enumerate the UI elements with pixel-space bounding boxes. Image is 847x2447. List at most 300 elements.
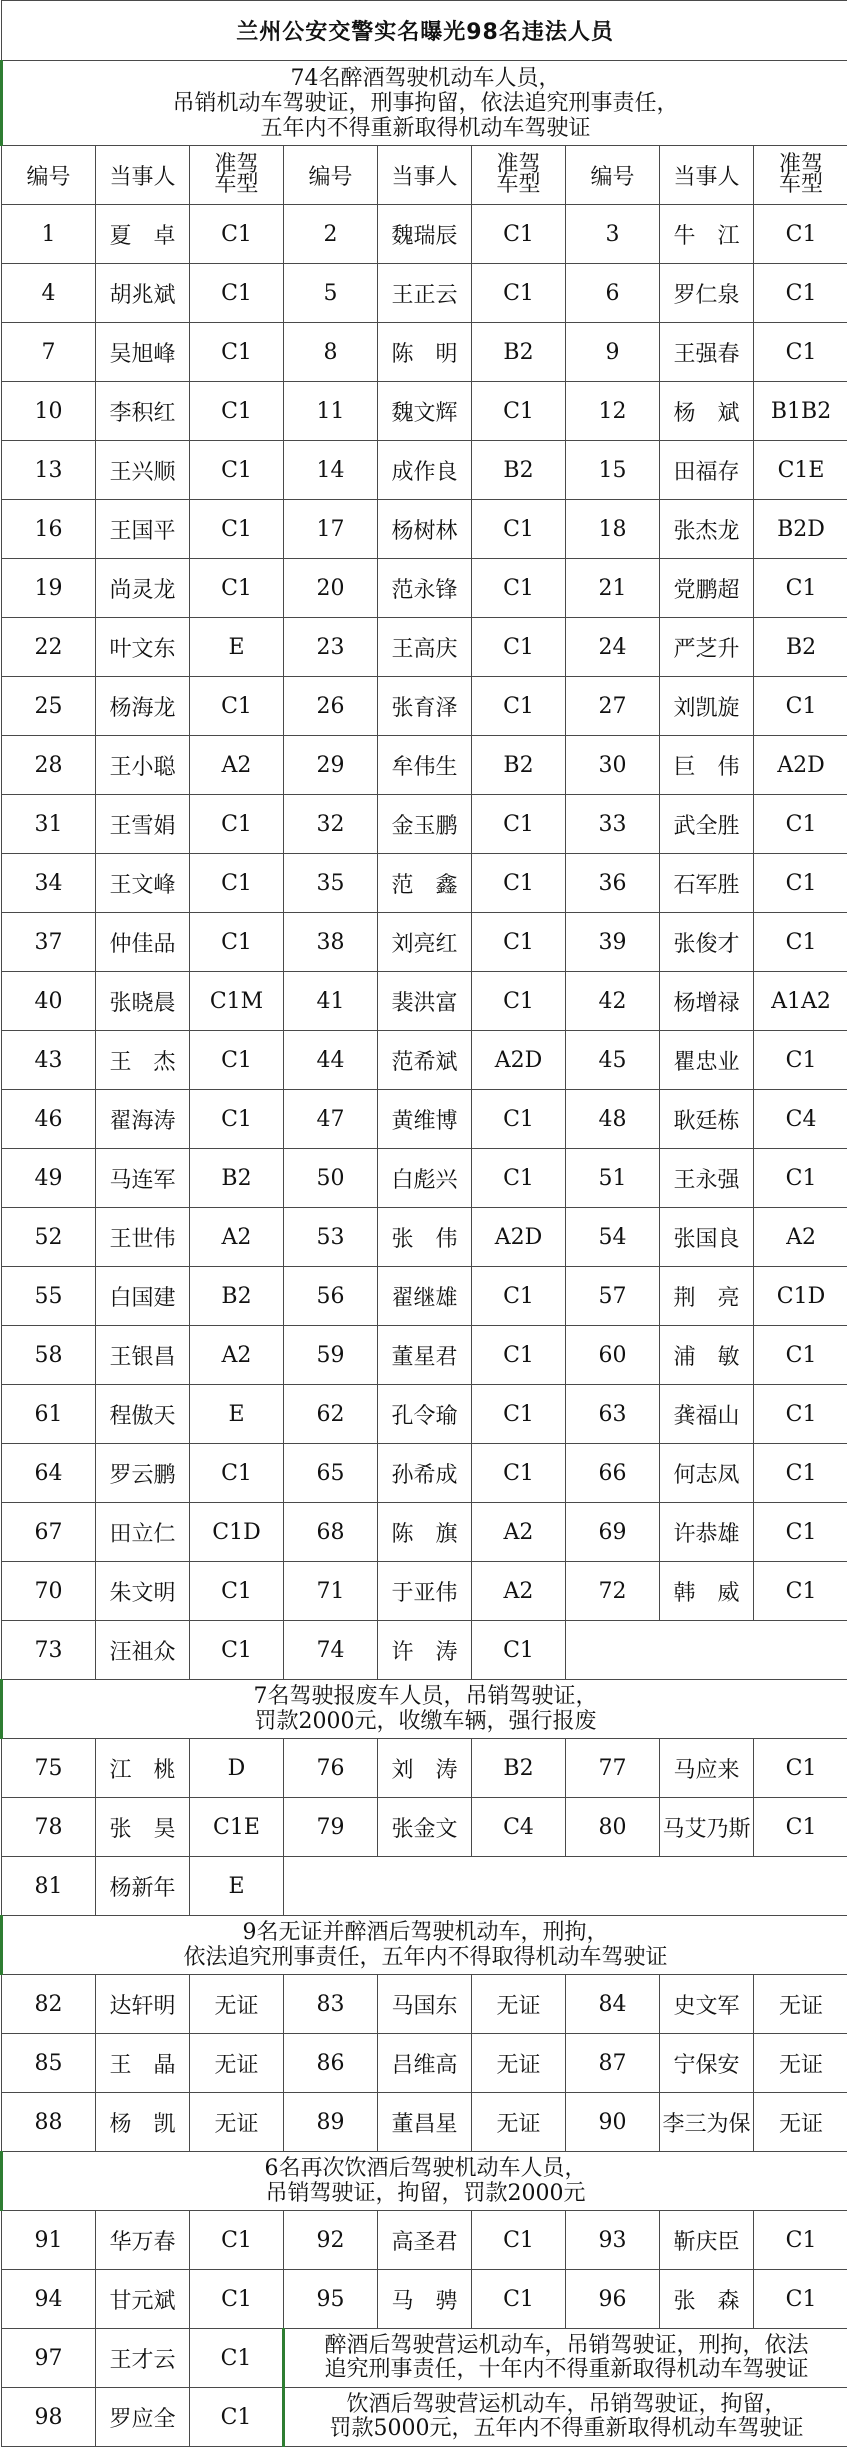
person-name: 杨海龙 xyxy=(96,677,190,736)
license-class: C1 xyxy=(190,1090,284,1149)
header-id: 编号 xyxy=(284,146,378,205)
record-id: 27 xyxy=(566,677,660,736)
license-class: 无证 xyxy=(472,1975,566,2034)
record-id: 12 xyxy=(566,382,660,441)
person-name: 金玉鹏 xyxy=(378,795,472,854)
person-name: 张 伟 xyxy=(378,1208,472,1267)
person-name: 田福存 xyxy=(660,441,754,500)
record-id: 63 xyxy=(566,1385,660,1444)
license-class: C1 xyxy=(754,1149,847,1208)
person-name: 程傲天 xyxy=(96,1385,190,1444)
record-id: 18 xyxy=(566,500,660,559)
table-row xyxy=(2,2093,847,2152)
table-row xyxy=(2,1857,847,1916)
license-class: C1 xyxy=(472,677,566,736)
record-id: 8 xyxy=(284,323,378,382)
person-name: 陈 旗 xyxy=(378,1503,472,1562)
record-id: 95 xyxy=(284,2270,378,2329)
person-name: 罗云鹏 xyxy=(96,1444,190,1503)
record-id: 70 xyxy=(2,1562,96,1621)
table-row xyxy=(2,2270,847,2329)
license-class: A2 xyxy=(472,1503,566,1562)
record-id: 20 xyxy=(284,559,378,618)
person-name: 韩 威 xyxy=(660,1562,754,1621)
license-class: B2 xyxy=(754,618,847,677)
license-class: C1 xyxy=(190,1031,284,1090)
license-class: 无证 xyxy=(190,2034,284,2093)
record-id: 34 xyxy=(2,854,96,913)
license-class: C4 xyxy=(472,1798,566,1857)
person-name: 杨树林 xyxy=(378,500,472,559)
record-id: 39 xyxy=(566,913,660,972)
table-row xyxy=(2,1621,847,1680)
person-name: 仲佳品 xyxy=(96,913,190,972)
license-class: C1 xyxy=(754,1385,847,1444)
person-name: 成作良 xyxy=(378,441,472,500)
table-row xyxy=(2,854,847,913)
person-name: 范永锋 xyxy=(378,559,472,618)
license-class: B2 xyxy=(472,736,566,795)
table-row xyxy=(2,618,847,677)
person-name: 王银昌 xyxy=(96,1326,190,1385)
license-class: C1 xyxy=(472,618,566,677)
license-class: C1 xyxy=(754,677,847,736)
license-class: C1 xyxy=(190,441,284,500)
table-row xyxy=(2,1739,847,1798)
record-id: 47 xyxy=(284,1090,378,1149)
record-id: 14 xyxy=(284,441,378,500)
record-id: 76 xyxy=(284,1739,378,1798)
record-id: 97 xyxy=(2,2329,96,2388)
record-id: 62 xyxy=(284,1385,378,1444)
text-line: 饮酒后驾驶营运机动车，吊销驾驶证，拘留， xyxy=(285,2393,847,2417)
license-class: C1 xyxy=(754,1326,847,1385)
record-id: 53 xyxy=(284,1208,378,1267)
license-class: C1 xyxy=(190,264,284,323)
person-name: 田立仁 xyxy=(96,1503,190,1562)
record-id: 4 xyxy=(2,264,96,323)
record-id: 11 xyxy=(284,382,378,441)
person-name: 石军胜 xyxy=(660,854,754,913)
header-license xyxy=(754,146,847,205)
record-id: 54 xyxy=(566,1208,660,1267)
record-id: 2 xyxy=(284,205,378,264)
license-class: C1 xyxy=(190,2388,284,2447)
license-class: C1 xyxy=(754,795,847,854)
person-name: 许 涛 xyxy=(378,1621,472,1680)
person-name: 宁保安 xyxy=(660,2034,754,2093)
record-id: 38 xyxy=(284,913,378,972)
record-id: 78 xyxy=(2,1798,96,1857)
person-name: 吴旭峰 xyxy=(96,323,190,382)
person-name: 刘 涛 xyxy=(378,1739,472,1798)
empty-cell xyxy=(284,1857,847,1916)
license-class: C4 xyxy=(754,1090,847,1149)
text-line: 追究刑事责任，十年内不得重新取得机动车驾驶证 xyxy=(285,2358,847,2382)
record-id: 45 xyxy=(566,1031,660,1090)
record-id: 9 xyxy=(566,323,660,382)
table-row xyxy=(2,1090,847,1149)
person-name: 李三为保 xyxy=(660,2093,754,2152)
license-class: B2D xyxy=(754,500,847,559)
license-class: C1 xyxy=(190,2270,284,2329)
license-class: C1 xyxy=(190,559,284,618)
license-class: C1 xyxy=(754,559,847,618)
person-name: 孙希成 xyxy=(378,1444,472,1503)
person-name: 罗应全 xyxy=(96,2388,190,2447)
table-row xyxy=(2,2034,847,2093)
section-caption xyxy=(2,61,847,146)
license-class: C1 xyxy=(472,1444,566,1503)
person-name: 华万春 xyxy=(96,2211,190,2270)
record-id: 5 xyxy=(284,264,378,323)
person-name: 马艾乃斯 xyxy=(660,1798,754,1857)
record-id: 31 xyxy=(2,795,96,854)
person-name: 于亚伟 xyxy=(378,1562,472,1621)
record-id: 49 xyxy=(2,1149,96,1208)
record-id: 10 xyxy=(2,382,96,441)
text-line: 吊销机动车驾驶证，刑事拘留，依法追究刑事责任， xyxy=(3,91,847,116)
person-name: 王才云 xyxy=(96,2329,190,2388)
license-class: C1 xyxy=(190,1444,284,1503)
record-id: 37 xyxy=(2,913,96,972)
person-name: 荆 亮 xyxy=(660,1267,754,1326)
license-class: C1 xyxy=(754,1031,847,1090)
section-header-row xyxy=(2,2152,847,2211)
license-class: C1 xyxy=(190,1621,284,1680)
license-class: B2 xyxy=(472,1739,566,1798)
license-class: 无证 xyxy=(190,1975,284,2034)
record-id: 74 xyxy=(284,1621,378,1680)
person-name: 王雪娟 xyxy=(96,795,190,854)
text-line: 车型 xyxy=(754,175,847,195)
table-row xyxy=(2,205,847,264)
record-id: 19 xyxy=(2,559,96,618)
table-row xyxy=(2,441,847,500)
license-class: C1 xyxy=(190,913,284,972)
record-id: 61 xyxy=(2,1385,96,1444)
person-name: 王强春 xyxy=(660,323,754,382)
record-id: 68 xyxy=(284,1503,378,1562)
record-id: 48 xyxy=(566,1090,660,1149)
license-class: 无证 xyxy=(754,2093,847,2152)
person-name: 甘元斌 xyxy=(96,2270,190,2329)
license-class: 无证 xyxy=(472,2093,566,2152)
license-class: C1 xyxy=(190,2329,284,2388)
person-name: 王国平 xyxy=(96,500,190,559)
license-class: A2D xyxy=(754,736,847,795)
person-name: 张晓晨 xyxy=(96,972,190,1031)
person-name: 武全胜 xyxy=(660,795,754,854)
license-class: B2 xyxy=(472,323,566,382)
person-name: 汪祖众 xyxy=(96,1621,190,1680)
section-caption xyxy=(2,2152,847,2211)
record-id: 41 xyxy=(284,972,378,1031)
record-id: 29 xyxy=(284,736,378,795)
text-line: 罚款5000元，五年内不得重新取得机动车驾驶证 xyxy=(285,2417,847,2441)
license-class: C1 xyxy=(754,1562,847,1621)
license-class: C1D xyxy=(190,1503,284,1562)
record-id: 96 xyxy=(566,2270,660,2329)
person-name: 王 杰 xyxy=(96,1031,190,1090)
license-class: C1 xyxy=(754,323,847,382)
person-name: 巨 伟 xyxy=(660,736,754,795)
license-class: C1 xyxy=(472,1385,566,1444)
table-row xyxy=(2,559,847,618)
person-name: 尚灵龙 xyxy=(96,559,190,618)
license-class: C1 xyxy=(472,1326,566,1385)
text-line: 9名无证并醉酒后驾驶机动车，刑拘， xyxy=(3,1920,847,1945)
record-id: 56 xyxy=(284,1267,378,1326)
person-name: 张 森 xyxy=(660,2270,754,2329)
license-class: C1D xyxy=(754,1267,847,1326)
section-caption xyxy=(2,1916,847,1975)
record-id: 30 xyxy=(566,736,660,795)
header-license xyxy=(472,146,566,205)
text-line: 醉酒后驾驶营运机动车，吊销驾驶证，刑拘，依法 xyxy=(285,2334,847,2358)
person-name: 达轩明 xyxy=(96,1975,190,2034)
person-name: 黄维博 xyxy=(378,1090,472,1149)
table-row xyxy=(2,972,847,1031)
record-id: 58 xyxy=(2,1326,96,1385)
table-row xyxy=(2,1562,847,1621)
record-id: 88 xyxy=(2,2093,96,2152)
person-name: 孔令瑜 xyxy=(378,1385,472,1444)
record-id: 7 xyxy=(2,323,96,382)
license-class: C1M xyxy=(190,972,284,1031)
record-id: 24 xyxy=(566,618,660,677)
record-id: 87 xyxy=(566,2034,660,2093)
license-class: C1 xyxy=(190,2211,284,2270)
text-line: 吊销驾驶证，拘留，罚款2000元 xyxy=(3,2181,847,2206)
record-id: 75 xyxy=(2,1739,96,1798)
record-id: 13 xyxy=(2,441,96,500)
record-id: 82 xyxy=(2,1975,96,2034)
person-name: 王世伟 xyxy=(96,1208,190,1267)
person-name: 王小聪 xyxy=(96,736,190,795)
license-class: C1 xyxy=(190,323,284,382)
license-class: A2D xyxy=(472,1208,566,1267)
license-class: B2 xyxy=(472,441,566,500)
table-row xyxy=(2,2211,847,2270)
license-class: B2 xyxy=(190,1149,284,1208)
header-id: 编号 xyxy=(2,146,96,205)
record-id: 60 xyxy=(566,1326,660,1385)
license-class: B1B2 xyxy=(754,382,847,441)
table-row xyxy=(2,500,847,559)
record-id: 77 xyxy=(566,1739,660,1798)
license-class: B2 xyxy=(190,1267,284,1326)
table-row xyxy=(2,1798,847,1857)
license-class: C1E xyxy=(190,1798,284,1857)
license-class: A2 xyxy=(190,1208,284,1267)
record-id: 64 xyxy=(2,1444,96,1503)
license-class: C1 xyxy=(472,854,566,913)
header-id: 编号 xyxy=(566,146,660,205)
license-class: C1 xyxy=(472,205,566,264)
person-name: 张俊才 xyxy=(660,913,754,972)
license-class: 无证 xyxy=(190,2093,284,2152)
license-class: C1 xyxy=(190,677,284,736)
header-license xyxy=(190,146,284,205)
person-name: 李积红 xyxy=(96,382,190,441)
license-class: E xyxy=(190,618,284,677)
record-id: 42 xyxy=(566,972,660,1031)
person-name: 张育泽 xyxy=(378,677,472,736)
person-name: 刘凯旋 xyxy=(660,677,754,736)
license-class: C1 xyxy=(472,1267,566,1326)
person-name: 翟继雄 xyxy=(378,1267,472,1326)
person-name: 王 晶 xyxy=(96,2034,190,2093)
record-id: 36 xyxy=(566,854,660,913)
license-class: A1A2 xyxy=(754,972,847,1031)
person-name: 董昌星 xyxy=(378,2093,472,2152)
record-id: 3 xyxy=(566,205,660,264)
record-id: 65 xyxy=(284,1444,378,1503)
person-name: 高圣君 xyxy=(378,2211,472,2270)
person-name: 牛 江 xyxy=(660,205,754,264)
record-id: 69 xyxy=(566,1503,660,1562)
license-class: C1 xyxy=(754,2270,847,2329)
table-row xyxy=(2,323,847,382)
license-class: C1 xyxy=(472,2211,566,2270)
license-class: C1 xyxy=(754,1739,847,1798)
person-name: 杨新年 xyxy=(96,1857,190,1916)
person-name: 裴洪富 xyxy=(378,972,472,1031)
table-row xyxy=(2,1503,847,1562)
license-class: C1 xyxy=(190,795,284,854)
person-name: 胡兆斌 xyxy=(96,264,190,323)
person-name: 马 骋 xyxy=(378,2270,472,2329)
license-class: C1 xyxy=(472,795,566,854)
record-id: 55 xyxy=(2,1267,96,1326)
text-line: 依法追究刑事责任，五年内不得取得机动车驾驶证 xyxy=(3,1945,847,1970)
record-id: 40 xyxy=(2,972,96,1031)
person-name: 王正云 xyxy=(378,264,472,323)
license-class: 无证 xyxy=(472,2034,566,2093)
person-name: 何志凤 xyxy=(660,1444,754,1503)
header-name: 当事人 xyxy=(96,146,190,205)
license-class: C1 xyxy=(190,1562,284,1621)
penalty-note xyxy=(284,2329,847,2388)
section-caption xyxy=(2,1680,847,1739)
record-id: 59 xyxy=(284,1326,378,1385)
license-class: C1 xyxy=(754,264,847,323)
record-id: 22 xyxy=(2,618,96,677)
record-id: 79 xyxy=(284,1798,378,1857)
person-name: 白国建 xyxy=(96,1267,190,1326)
record-id: 89 xyxy=(284,2093,378,2152)
person-name: 王兴顺 xyxy=(96,441,190,500)
license-class: A2 xyxy=(754,1208,847,1267)
license-class: E xyxy=(190,1385,284,1444)
table-row xyxy=(2,795,847,854)
license-class: C1 xyxy=(190,500,284,559)
license-class: C1 xyxy=(472,500,566,559)
text-line: 准驾 xyxy=(754,155,847,175)
record-id: 46 xyxy=(2,1090,96,1149)
record-id: 21 xyxy=(566,559,660,618)
license-class: 无证 xyxy=(754,1975,847,2034)
person-name: 张杰龙 xyxy=(660,500,754,559)
table-row xyxy=(2,913,847,972)
record-id: 33 xyxy=(566,795,660,854)
text-line: 7名驾驶报废车人员，吊销驾驶证， xyxy=(3,1684,847,1709)
person-name: 张 昊 xyxy=(96,1798,190,1857)
license-class: A2D xyxy=(472,1031,566,1090)
section-header-row xyxy=(2,1680,847,1739)
table-row xyxy=(2,1444,847,1503)
person-name: 王高庆 xyxy=(378,618,472,677)
record-id: 81 xyxy=(2,1857,96,1916)
person-name: 牟伟生 xyxy=(378,736,472,795)
license-class: A2 xyxy=(472,1562,566,1621)
license-class: A2 xyxy=(190,1326,284,1385)
record-id: 16 xyxy=(2,500,96,559)
penalty-note xyxy=(284,2388,847,2447)
record-id: 83 xyxy=(284,1975,378,2034)
person-name: 马应来 xyxy=(660,1739,754,1798)
empty-cell xyxy=(566,1621,847,1680)
header-row xyxy=(2,146,847,205)
section-header-row xyxy=(2,1916,847,1975)
license-class: C1E xyxy=(754,441,847,500)
license-class: C1 xyxy=(754,1798,847,1857)
text-line: 74名醉酒驾驶机动车人员， xyxy=(3,66,847,91)
record-id: 6 xyxy=(566,264,660,323)
person-name: 杨增禄 xyxy=(660,972,754,1031)
license-class: C1 xyxy=(754,854,847,913)
person-name: 马国东 xyxy=(378,1975,472,2034)
record-id: 72 xyxy=(566,1562,660,1621)
record-id: 57 xyxy=(566,1267,660,1326)
text-line: 车型 xyxy=(190,175,283,195)
table-row xyxy=(2,736,847,795)
person-name: 马连军 xyxy=(96,1149,190,1208)
license-class: C1 xyxy=(190,854,284,913)
table-row-with-note xyxy=(2,2388,847,2447)
record-id: 86 xyxy=(284,2034,378,2093)
license-class: C1 xyxy=(472,1090,566,1149)
person-name: 魏瑞辰 xyxy=(378,205,472,264)
person-name: 董星君 xyxy=(378,1326,472,1385)
license-class: C1 xyxy=(472,972,566,1031)
record-id: 84 xyxy=(566,1975,660,2034)
page-title: 兰州公安交警实名曝光98名违法人员 xyxy=(2,1,847,61)
record-id: 17 xyxy=(284,500,378,559)
record-id: 85 xyxy=(2,2034,96,2093)
person-name: 白彪兴 xyxy=(378,1149,472,1208)
person-name: 陈 明 xyxy=(378,323,472,382)
person-name: 张金文 xyxy=(378,1798,472,1857)
record-id: 32 xyxy=(284,795,378,854)
person-name: 党鹏超 xyxy=(660,559,754,618)
table-row xyxy=(2,382,847,441)
text-line: 6名再次饮酒后驾驶机动车人员， xyxy=(3,2156,847,2181)
person-name: 朱文明 xyxy=(96,1562,190,1621)
person-name: 刘亮红 xyxy=(378,913,472,972)
record-id: 26 xyxy=(284,677,378,736)
license-class: C1 xyxy=(754,1444,847,1503)
person-name: 吕维高 xyxy=(378,2034,472,2093)
record-id: 25 xyxy=(2,677,96,736)
person-name: 严芝升 xyxy=(660,618,754,677)
table-row xyxy=(2,677,847,736)
person-name: 魏文辉 xyxy=(378,382,472,441)
license-class: C1 xyxy=(754,205,847,264)
text-line: 罚款2000元，收缴车辆，强行报废 xyxy=(3,1709,847,1734)
record-id: 1 xyxy=(2,205,96,264)
